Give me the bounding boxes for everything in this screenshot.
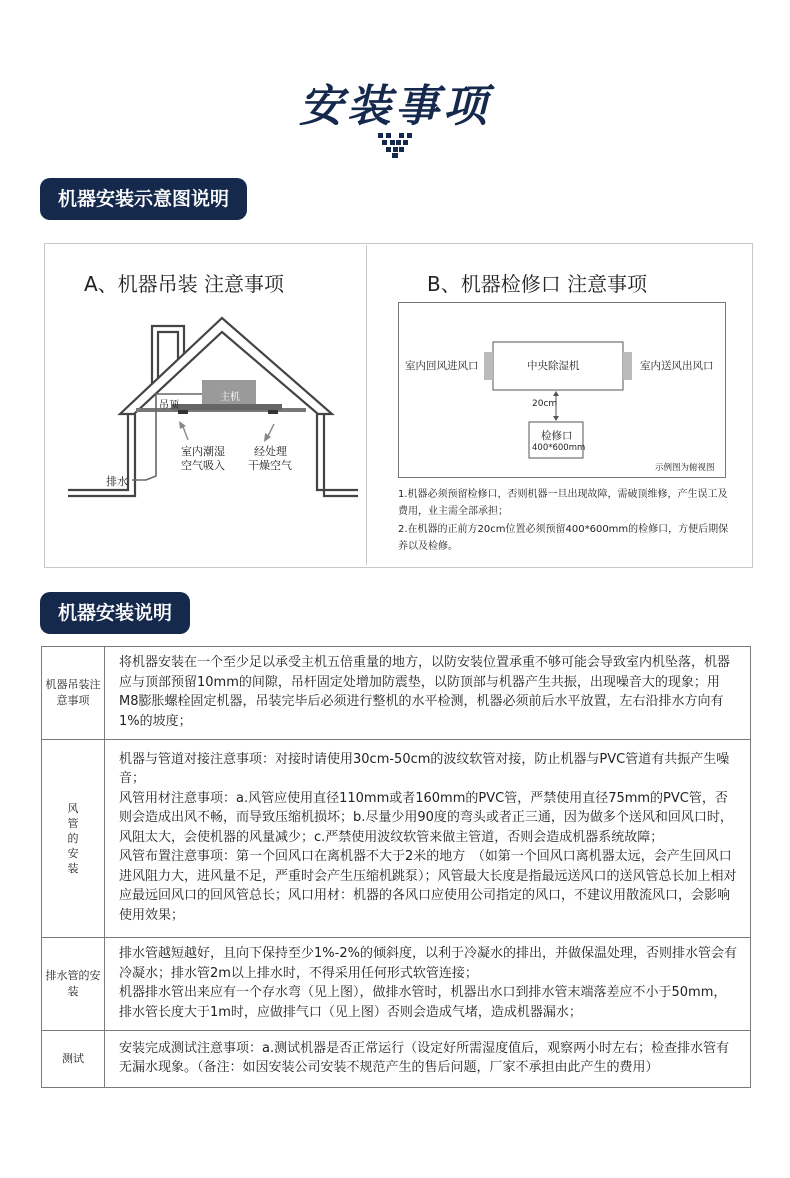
center-unit-label: 中央除湿机: [527, 360, 580, 372]
page-title: 安装事项: [299, 81, 491, 132]
hatch-title: 检修口: [541, 430, 573, 442]
section-diagram-label: 机器安装示意图说明: [40, 178, 247, 220]
row-label-drain: 排水管的安装: [42, 938, 105, 1031]
main-unit-label: 主机: [220, 392, 240, 403]
section-install-label: 机器安装说明: [40, 592, 190, 634]
row-label-test: 测试: [42, 1031, 105, 1088]
diagram-a-heading: A、机器吊装 注意事项: [84, 272, 285, 296]
hatch-diagram: [398, 302, 728, 480]
duct-connection-note: 机器与管道对接注意事项：对接时请使用30cm-50cm的波纹软管对接，防止机器与PVC管道有共振产生噪音；: [119, 751, 730, 787]
hatch-size: 400*600mm: [532, 443, 586, 453]
drain-label: 排水: [106, 475, 128, 488]
install-spec-table: [41, 646, 751, 1088]
output-label-1: 经处理: [254, 445, 287, 458]
table-row: [42, 740, 751, 938]
panel-divider: [366, 245, 367, 565]
brand-mark-icon: [376, 131, 414, 159]
table-row: [42, 647, 751, 740]
row-text-test: 安装完成测试注意事项：a.测试机器是否正常运行（设定好所需湿度值后，观察两小时左右；检查排水管有无漏水现象。（备注：如因安装公司安装不规范产生的售后问题，厂家不承担由此产生的费用）: [105, 1031, 751, 1088]
supply-vent-label: 室内送风出风口: [640, 360, 714, 372]
hatch-note-1: 1.机器必须预留检修口，否则机器一旦出现故障，需破顶维修，产生误工及费用，业主需全部承担；: [398, 489, 728, 517]
drain-slope-note: 排水管越短越好，且向下保持至少1%-2%的倾斜度，以利于冷凝水的排出，并做保温处理，否则排水管会有冷凝水；排水管2m以上排水时，不得采用任何形式软管连接；: [119, 946, 737, 981]
drain-trap-note: 机器排水管出来应有一个存水弯（见上图），做排水管时，机器出水口到排水管末端落差应不小于50mm，排水管长度大于1m时，应做排气口（见上图）否则会造成气堵，造成机器漏水；: [119, 985, 727, 1020]
distance-label: 20cm: [532, 399, 558, 409]
row-label-hanging: 机器吊装注意事项: [42, 647, 105, 740]
diagram-b-heading: B、机器检修口 注意事项: [427, 272, 648, 296]
hanger-label: 吊顶: [159, 400, 179, 411]
intake-label-2: 空气吸入: [181, 459, 225, 472]
output-label-2: 干燥空气: [248, 459, 292, 472]
table-row: [42, 938, 751, 1031]
house-diagram: [60, 308, 360, 508]
duct-layout-note: 风管布置注意事项：第一个回风口在离机器不大于2米的地方 （如第一个回风口离机器太远，会产生回风口进风阻力大，进风量不足，严重时会产生压缩机跳泵）；风管最大长度是指最远送风口的送风管总长加上相对应最远回风口的回风管总长；风口用材：机器的各风口应使用公司指定的风口，不建议用散流风口，会影响使用效果；: [119, 849, 737, 923]
view-note: 示例图为俯视图: [655, 463, 715, 473]
return-vent-label: 室内回风进风口: [405, 360, 479, 372]
table-row: [42, 1031, 751, 1088]
duct-material-note: 风管用材注意事项：a.风管应使用直径110mm或者160mm的PVC管，严禁使用直径75mm的PVC管，否则会造成出风不畅，而导致压缩机损坏；b.尽量少用90度的弯头或者正三通，因为做多个送风和回风口时，风阻太大，会使机器的风量减少；c.严禁使用波纹软管来做主管道，否则会造成机器系统故障；: [119, 790, 733, 845]
row-label-duct: 风管的安装: [67, 801, 79, 875]
intake-label-1: 室内潮湿: [181, 445, 225, 458]
row-text-hanging: 将机器安装在一个至少足以承受主机五倍重量的地方，以防安装位置承重不够可能会导致室内机坠落，机器应与顶部预留10mm的间隙，吊杆固定处增加防震垫，以防顶部与机器产生共振，出现噪音大的现象；用M8膨胀螺栓固定机器，吊装完毕后必须进行整机的水平检测，机器必须前后水平放置，左右沿排水方向有1%的坡度；: [105, 647, 751, 740]
hatch-note-2: 2.在机器的正前方20cm位置必须预留400*600mm的检修口，方便后期保养以及检修。: [398, 524, 729, 552]
